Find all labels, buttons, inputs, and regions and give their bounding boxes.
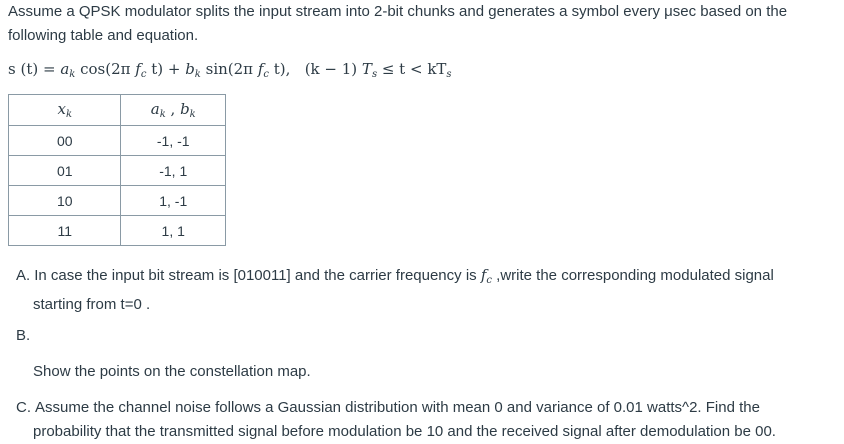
question-a <box>16 263 828 317</box>
eq-T1-sub: s <box>371 69 378 80</box>
question-a-text-after: ,write the corresponding modulated signal <box>492 267 774 284</box>
cell-ab: -1, 1 <box>121 156 226 186</box>
eq-a: a <box>60 60 70 78</box>
eq-f1: f <box>135 60 141 78</box>
eq-cos: cos(2π <box>75 60 136 78</box>
question-b-label: B. <box>16 327 31 344</box>
question-b-text: Show the points on the constellation map. <box>33 363 311 380</box>
cell-bits: 11 <box>9 216 121 246</box>
header-ak-bk: $a_k$ , $b_k$ <box>121 95 226 126</box>
table-row <box>9 186 226 216</box>
cell-bits: 10 <box>9 186 121 216</box>
cell-bits: 01 <box>9 156 121 186</box>
question-a-line2: starting from t=0 . <box>33 296 151 313</box>
eq-lhs: s (t) = <box>8 60 61 78</box>
intro-text: Assume a QPSK modulator splits the input stream into 2-bit chunks and generates a symbol every μsec based on the following table and equation. <box>8 3 788 44</box>
eq-f2: f <box>257 60 264 78</box>
eq-a-sub: k <box>69 69 76 80</box>
question-c <box>16 396 828 444</box>
cell-ab: 1, 1 <box>121 216 226 246</box>
cell-ab: 1, -1 <box>121 186 226 216</box>
signal-equation <box>8 60 452 80</box>
question-c-label: C. <box>16 399 31 416</box>
eq-t1: t) + <box>146 60 186 78</box>
eq-b: b <box>185 60 195 78</box>
question-a-text-before: In case the input bit stream is [010011] and the carrier frequency is <box>34 267 481 284</box>
table-row <box>9 156 226 186</box>
eq-T2-sub: s <box>446 69 452 80</box>
eq-b-sub: k <box>194 69 201 80</box>
question-a-label: A. <box>16 267 31 284</box>
question-b <box>16 360 828 384</box>
eq-ineq: ≤ t < kT <box>377 60 447 78</box>
cell-bits: 00 <box>9 126 121 156</box>
question-c-line1: Assume the channel noise follows a Gaussian distribution with mean 0 and variance of 0.01 watts^2. Find the <box>35 399 760 416</box>
eq-f1-sub: c <box>140 69 147 80</box>
cell-ab: -1, -1 <box>121 126 226 156</box>
eq-t2: t), (k − 1) <box>268 60 362 78</box>
table-header-row <box>9 95 226 126</box>
carrier-frequency-symbol: $f_c$ <box>480 266 492 286</box>
question-b-label-row <box>16 324 828 348</box>
table-row <box>9 216 226 246</box>
eq-f2-sub: c <box>263 69 269 80</box>
table-row <box>9 126 226 156</box>
eq-sin: sin(2π <box>200 60 258 78</box>
eq-T1: T <box>361 60 372 78</box>
header-xk: $x_k$ <box>9 95 121 126</box>
question-c-line2: probability that the transmitted signal before modulation be 10 and the received signal after demodulation be 00. <box>33 423 776 440</box>
intro-paragraph <box>8 0 836 48</box>
symbol-mapping-table <box>8 94 226 246</box>
